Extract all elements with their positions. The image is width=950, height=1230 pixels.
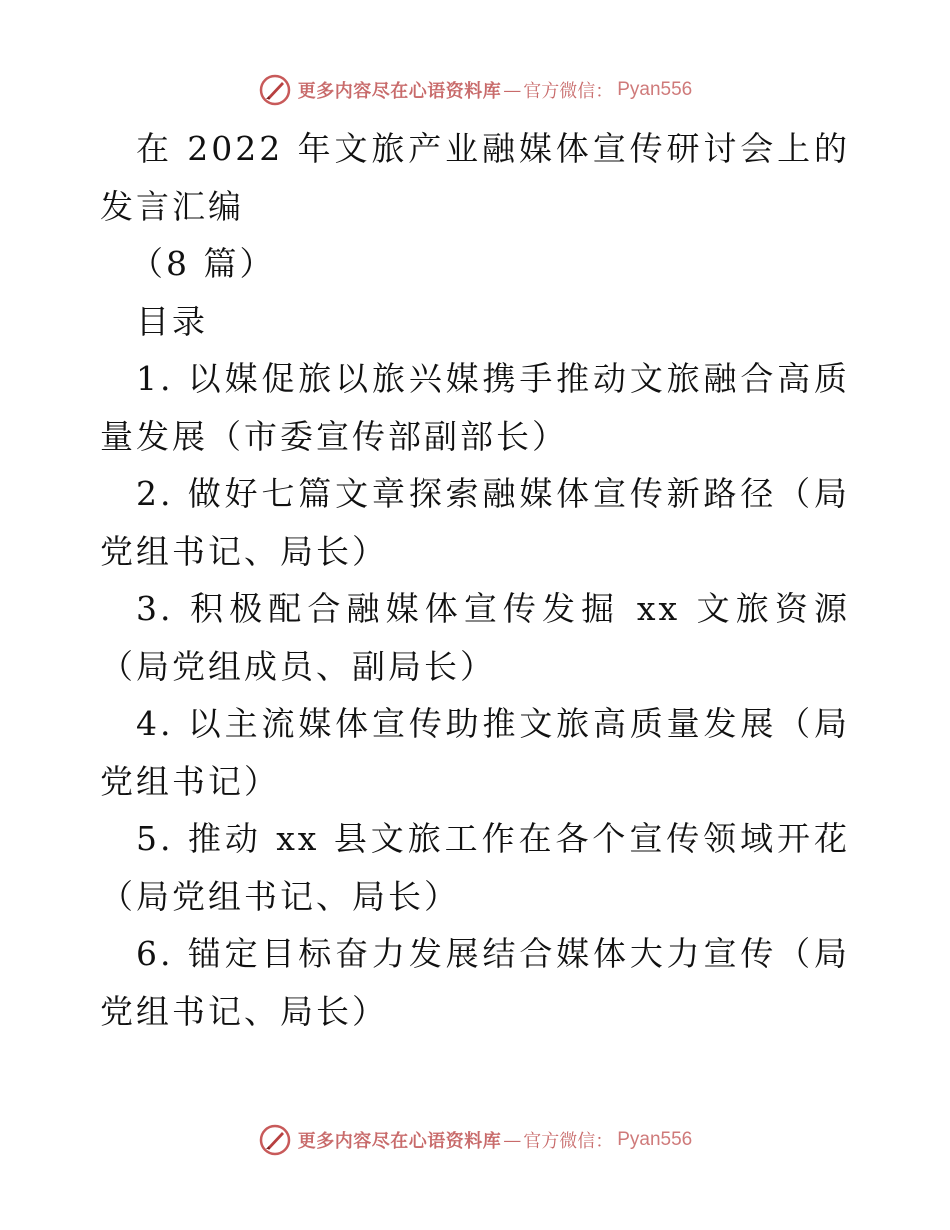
- watermark-wechat-label: 官方微信：: [523, 81, 614, 102]
- watermark-wechat-label: 官方微信：: [523, 1131, 614, 1152]
- watermark-site-text: 更多内容尽在心语资料库: [297, 1131, 502, 1152]
- watermark-site-text: 更多内容尽在心语资料库: [297, 81, 502, 102]
- watermark-wechat-id: Pyan556: [617, 79, 693, 100]
- watermark-wechat-id: Pyan556: [617, 1129, 693, 1150]
- quill-logo-icon: [258, 73, 292, 107]
- watermark-dash: —: [503, 79, 522, 101]
- watermark-dash: —: [503, 1129, 522, 1151]
- toc-item-3: 3. 积极配合融媒体宣传发掘 xx 文旅资源（局党组成员、副局长）: [100, 589, 850, 686]
- document-title: 在 2022 年文旅产业融媒体宣传研讨会上的发言汇编: [100, 129, 850, 226]
- toc-item-6: 6. 锚定目标奋力发展结合媒体大力宣传（局党组书记、局长）: [100, 934, 850, 1031]
- document-subtitle: （8 篇）: [130, 244, 276, 283]
- document-body: [100, 120, 850, 1040]
- toc-item-1: 1. 以媒促旅以旅兴媒携手推动文旅融合高质量发展（市委宣传部副部长）: [100, 359, 850, 456]
- toc-item-2: 2. 做好七篇文章探索融媒体宣传新路径（局党组书记、局长）: [100, 474, 850, 571]
- watermark-footer: [0, 1120, 950, 1160]
- toc-item-4: 4. 以主流媒体宣传助推文旅高质量发展（局党组书记）: [100, 704, 850, 801]
- toc-item-5: 5. 推动 xx 县文旅工作在各个宣传领域开花（局党组书记、局长）: [100, 819, 850, 916]
- toc-heading: 目录: [136, 301, 208, 341]
- watermark-header: [0, 70, 950, 110]
- quill-logo-icon: [258, 1123, 292, 1157]
